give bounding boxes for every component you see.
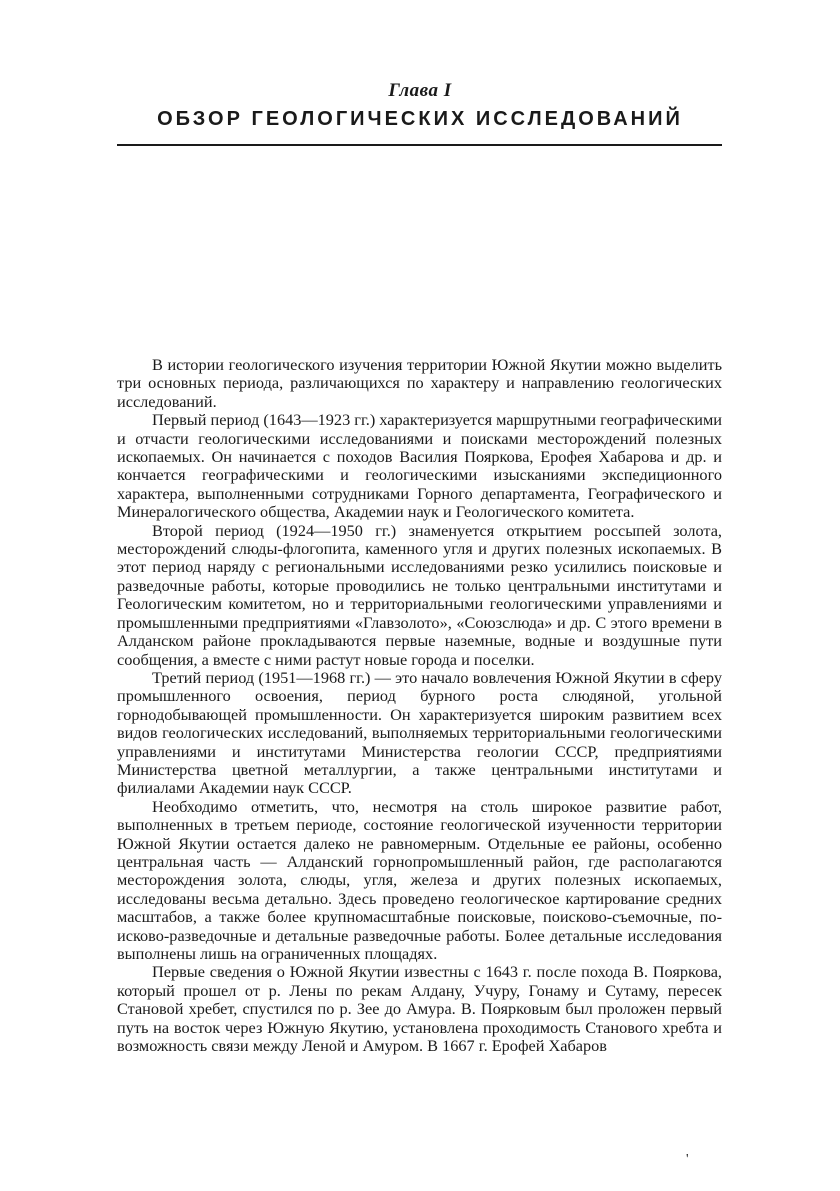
paragraph: Второй период (1924—1950 гг.) знаменуется открытием россыпей золота, месторождений слюды-флогопита, каменного угля и других полезных ископаемых. В этот период наряду с региональными исследованиями резко усилились поисковые и разведочные работы, которые проводились не только центральными институтами и Геологическим комитетом, но и территориальными геологическими управлениями и промышленными предприятиями «Главзолото», «Союзслюда» и др. С этого времени в Алданском районе прокладываются первые наземные, водные и воздушные пути сообщения, а вместе с ними растут новые города и поселки. (117, 520, 722, 669)
paragraph: Третий период (1951—1968 гг.) — это начало вовлечения Южной Якутии в сферу промышленного освоения, период бурного роста слюдяной, угольной горнодобывающей промышленности. Он характеризуется широким развитием всех видов геологических исследований, выполняемых территориальными геологическими управлениями и институтами Министерства геологии СССР, предприятиями Министерства цветной металлургии, а также центральными институтами и филиалами Академии наук СССР. (117, 667, 722, 798)
chapter-title: ОБЗОР ГЕОЛОГИЧЕСКИХ ИССЛЕДОВАНИЙ (157, 108, 683, 130)
chapter-body (117, 356, 722, 1055)
title-divider (117, 144, 722, 146)
paragraph: Первые сведения о Южной Якутии известны с 1643 г. после похода В. Пояркова, который прошел от р. Лены по рекам Алдану, Учуру, Гонаму и Сутаму, пересек Становой хребет, спустился по р. Зее до Амура. В. Поярковым был проложен первый путь на восток через Южную Якутию, установлена проходимость Станового хребта и возможность связи между Леной и Амуром. В 1667 г. Ерофей Хабаров (117, 962, 722, 1056)
paragraph: Первый период (1643—1923 гг.) характеризуется маршрутными географическими и отчасти геологическими исследованиями и поисками месторождений полезных ископаемых. Он начинается с походов Василия Пояркова, Ерофея Хабарова и др. и кончается географическими и геологическими изысканиями экспедиционного характера, выполненными сотрудниками Горного департамента, Географического и Минералогического общества, Академии наук и Геологического комитета. (117, 410, 722, 522)
footer-mark: ' (686, 1152, 689, 1167)
chapter-label: Глава I (388, 80, 452, 101)
paragraph: Необходимо отметить, что, несмотря на столь широкое развитие работ, выполненных в третьем периоде, состояние геологической изученности территории Южной Якутии остается далеко не равномерным. Отдельные ее районы, особенно центральная часть — Алданский горнопромышленный район, где располагаются месторождения золота, слюды, угля, железа и других полезных ископаемых, исследованы весьма детально. Здесь проведено геологическое картирование средних масштабов, а также более крупномасштабные поисковые, поисково-съемочные, поисково-разведочные и детальные разведочные работы. Более детальные исследования выполнены лишь на ограниченных площадях. (117, 796, 722, 963)
paragraph: В истории геологического изучения территории Южной Якутии можно выделить три основных периода, различающихся по характеру и направлению геологических исследований. (117, 355, 722, 411)
